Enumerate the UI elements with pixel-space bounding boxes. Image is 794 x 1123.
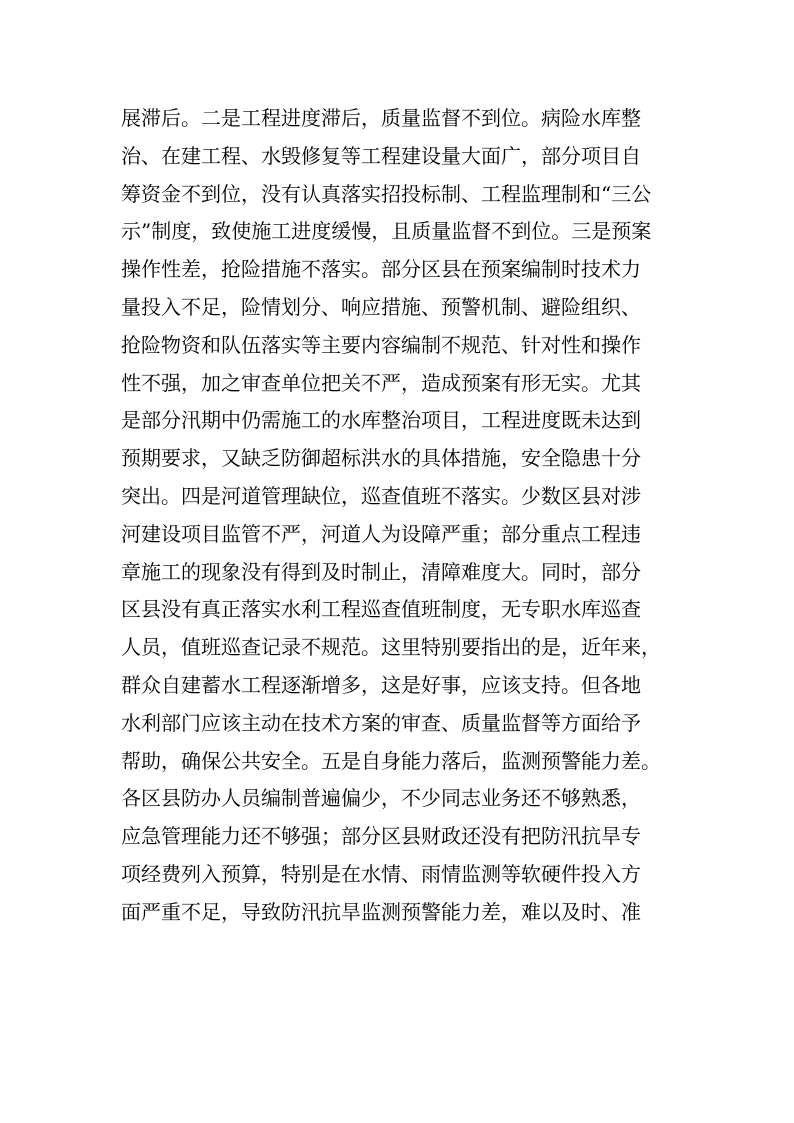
text-line: 应急管理能力还不够强；部分区县财政还没有把防汛抗旱专 <box>121 824 641 849</box>
text-line: 量投入不足，险情划分、响应措施、预警机制、避险组织、 <box>121 294 641 319</box>
text-line: 是部分汛期中仍需施工的水库整治项目，工程进度既未达到 <box>121 408 641 433</box>
text-line: 河建设项目监管不严，河道人为设障严重；部分重点工程违 <box>121 521 641 546</box>
text-line: 展滞后。二是工程进度滞后，质量监督不到位。病险水库整 <box>121 106 641 130</box>
text-line: 筹资金不到位，没有认真落实招投标制、工程监理制和“三公 <box>121 181 652 206</box>
text-line: 帮助，确保公共安全。五是自身能力落后，监测预警能力差。 <box>121 748 661 773</box>
text-line: 治、在建工程、水毁修复等工程建设量大面广，部分项目自 <box>121 143 641 168</box>
text-line: 区县没有真正落实水利工程巡查值班制度，无专职水库巡查 <box>121 597 641 622</box>
body-text <box>121 100 681 932</box>
text-line: 群众自建蓄水工程逐渐增多，这是好事，应该支持。但各地 <box>121 672 641 697</box>
text-line: 预期要求，又缺乏防御超标洪水的具体措施，安全隐患十分 <box>121 446 641 471</box>
text-line: 水利部门应该主动在技术方案的审查、质量监督等方面给予 <box>121 710 641 735</box>
text-line: 抢险物资和队伍落实等主要内容编制不规范、针对性和操作 <box>121 332 641 357</box>
text-line: 示”制度，致使施工进度缓慢，且质量监督不到位。三是预案 <box>121 219 652 244</box>
text-line: 操作性差，抢险措施不落实。部分区县在预案编制时技术力 <box>121 257 641 282</box>
text-line: 项经费列入预算，特别是在水情、雨情监测等软硬件投入方 <box>121 861 641 886</box>
text-line: 各区县防办人员编制普遍偏少，不少同志业务还不够熟悉， <box>121 786 641 811</box>
text-line: 人员，值班巡查记录不规范。这里特别要指出的是，近年来， <box>121 635 661 660</box>
text-line: 性不强，加之审查单位把关不严，造成预案有形无实。尤其 <box>121 370 641 395</box>
text-line: 面严重不足，导致防汛抗旱监测预警能力差，难以及时、准 <box>121 899 641 924</box>
text-line: 突出。四是河道管理缺位，巡查值班不落实。少数区县对涉 <box>121 483 641 508</box>
text-line: 章施工的现象没有得到及时制止，清障难度大。同时，部分 <box>121 559 641 584</box>
